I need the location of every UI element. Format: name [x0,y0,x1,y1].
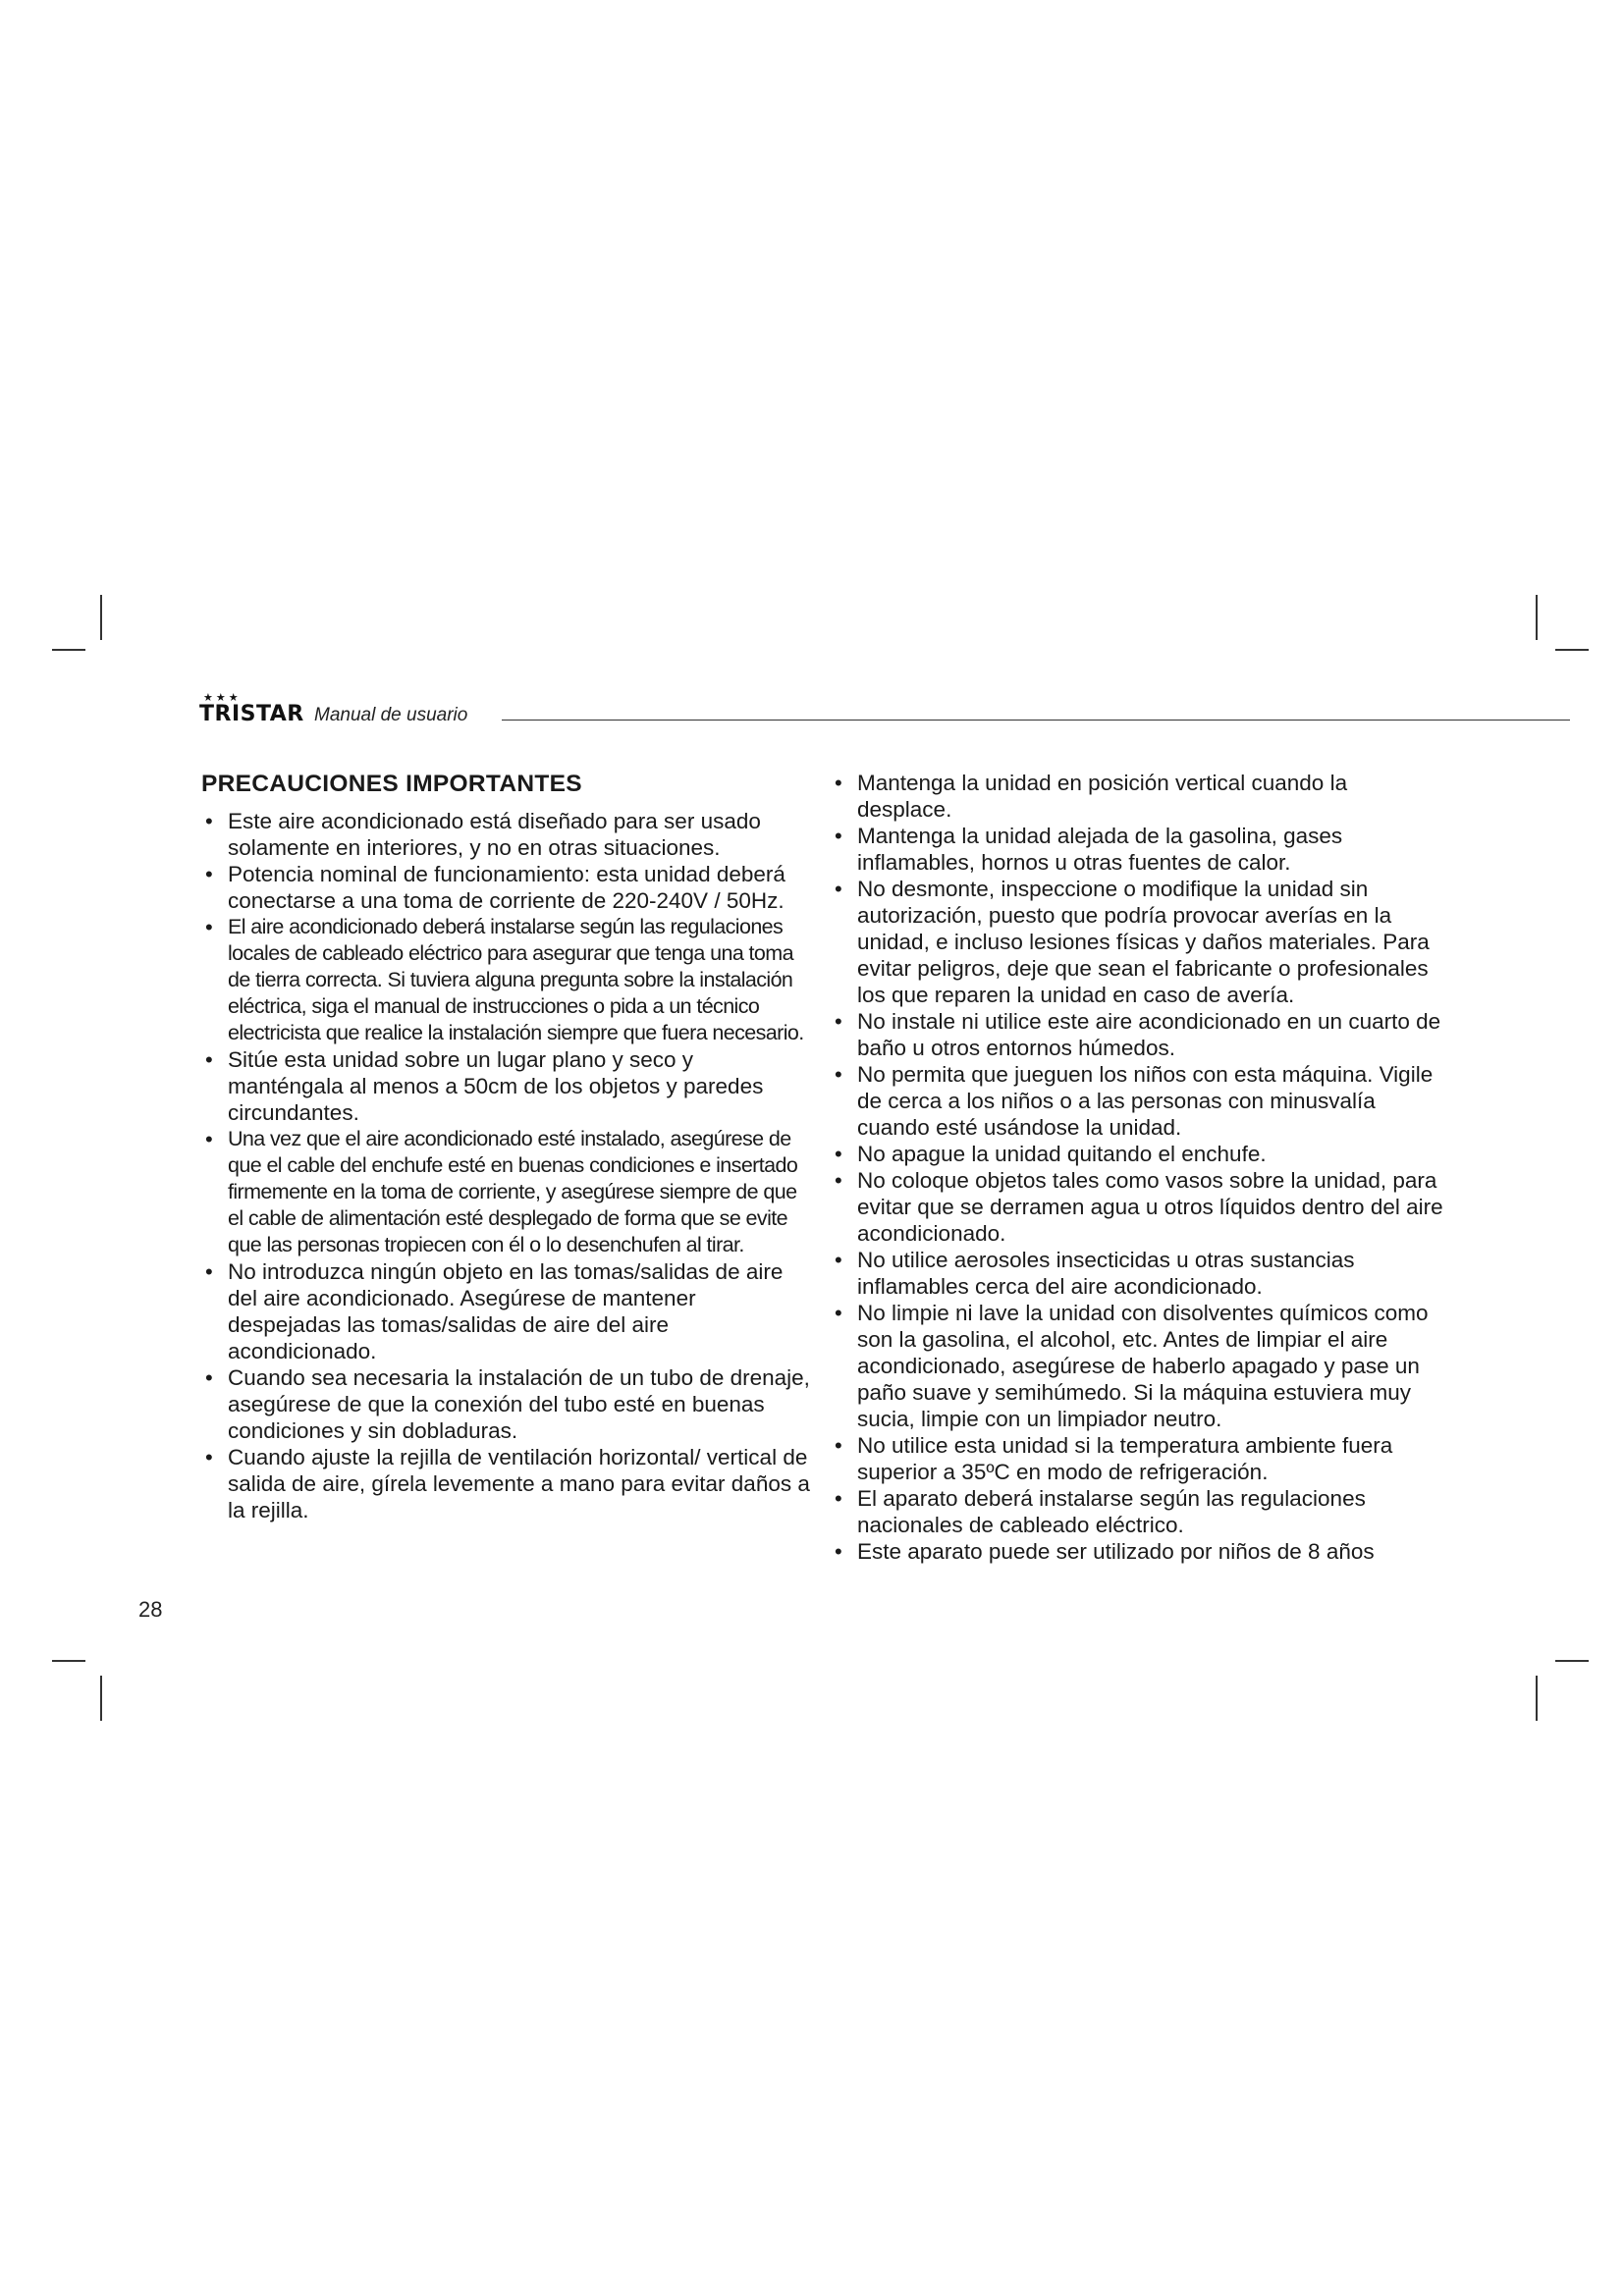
list-item: • El aparato deberá instalarse según las regulaciones nacionales de cableado eléctrico. [835,1486,1366,1537]
left-column [201,770,810,1523]
crop-mark-bottom-right-vertical [1536,1676,1538,1721]
list-item: • No desmonte, inspeccione o modifique la unidad sin autorización, puesto que podría provocar averías en la unidad, e incluso lesiones físicas y daños materiales. Para evitar peligros, deje que sean el fabricante o profesionales los que reparen la unidad en caso de avería. [835,877,1430,1007]
list-item: • No utilice esta unidad si la temperatura ambiente fuera superior a 35ºC en modo de refrigeración. [835,1433,1393,1484]
bullet-icon: • [835,771,842,795]
list-item: • Cuando ajuste la rejilla de ventilación horizontal/ vertical de salida de aire, gírela levemente a mano para evitar daños a la rejilla. [205,1445,810,1522]
page-number: 28 [138,1597,163,1622]
list-item: • Mantenga la unidad alejada de la gasolina, gases inflamables, hornos u otras fuentes de calor. [835,824,1343,875]
crop-mark-bottom-right-horizontal [1555,1660,1589,1662]
bullet-icon: • [205,1365,213,1390]
page-header [199,693,1570,728]
list-item: • El aire acondicionado deberá instalarse según las regulaciones locales de cableado eléctrico para asegurar que tenga una toma de tierra correcta. Si tuviera alguna pregunta sobre la instalación eléctrica, siga el manual de instrucciones o pida a un técnico electricista que realice la instalación siempre que fuera necesario. [205,915,804,1044]
bullet-icon: • [205,1445,213,1469]
list-item: • Una vez que el aire acondicionado esté instalado, asegúrese de que el cable del enchufe esté en buenas condiciones e insertado firmemente en la toma de corriente, y asegúrese siempre de que el cable de alimentación esté desplegado de forma que se evite que las personas tropiecen con él o lo desenchufen al tirar. [205,1127,798,1256]
crop-mark-top-right-vertical [1536,595,1538,640]
list-item: • Este aire acondicionado está diseñado para ser usado solamente en interiores, y no en otras situaciones. [205,809,761,860]
crop-mark-bottom-left-horizontal [52,1660,85,1662]
bullet-icon: • [205,1127,213,1151]
bullet-icon: • [835,1248,842,1272]
right-column [831,770,1444,1565]
list-item: • Sitúe esta unidad sobre un lugar plano y seco y manténgala al menos a 50cm de los objetos y paredes circundantes. [205,1047,764,1125]
section-heading: PRECAUCIONES IMPORTANTES [201,771,582,797]
bullet-icon: • [205,915,213,939]
list-item: • No utilice aerosoles insecticidas u otras sustancias inflamables cerca del aire acondicionado. [835,1248,1355,1299]
list-item: • No apague la unidad quitando el enchufe. [835,1142,1267,1166]
list-item: • No permita que jueguen los niños con esta máquina. Vigile de cerca a los niños o a las personas con minusvalía cuando esté usándose la unidad. [835,1062,1434,1140]
bullet-icon: • [835,1168,842,1193]
bullet-icon: • [205,809,213,833]
list-item: • Potencia nominal de funcionamiento: esta unidad deberá conectarse a una toma de corriente de 220-240V / 50Hz. [205,862,785,913]
precautions-list-right [831,770,1444,1565]
list-item: • Cuando sea necesaria la instalación de un tubo de drenaje, asegúrese de que la conexión del tubo esté en buenas condiciones y sin dobladuras. [205,1365,810,1443]
bullet-icon: • [835,1062,842,1087]
header-rule [502,720,1570,721]
crop-mark-top-left-horizontal [52,649,85,651]
tristar-logo [199,693,305,728]
list-item: • No introduzca ningún objeto en las tomas/salidas de aire del aire acondicionado. Asegúrese de mantener despejadas las tomas/salidas de aire del aire acondicionado. [205,1259,784,1363]
logo-wordmark: TRISTAR [199,702,304,726]
bullet-icon: • [835,1433,842,1458]
bullet-icon: • [835,1301,842,1325]
bullet-icon: • [835,824,842,848]
bullet-icon: • [205,862,213,886]
list-item: • No limpie ni lave la unidad con disolventes químicos como son la gasolina, el alcohol, etc. Antes de limpiar el aire acondicionado, asegúrese de haberlo apagado y pase un paño suave y semihúmedo. Si la máquina estuviera muy sucia, limpie con un limpiador neutro. [835,1301,1429,1431]
bullet-icon: • [835,1142,842,1166]
crop-mark-top-left-vertical [100,595,102,640]
bullet-icon: • [835,877,842,901]
logo-stars: ★★★ [203,692,242,704]
list-item: • Este aparato puede ser utilizado por niños de 8 años [835,1539,1375,1564]
list-item: • No instale ni utilice este aire acondicionado en un cuarto de baño u otros entornos húmedos. [835,1009,1441,1060]
bullet-icon: • [205,1047,213,1072]
list-item: • Mantenga la unidad en posición vertical cuando la desplace. [835,771,1348,822]
bullet-icon: • [835,1009,842,1034]
list-item: • No coloque objetos tales como vasos sobre la unidad, para evitar que se derramen agua u otros líquidos dentro del aire acondicionado. [835,1168,1443,1246]
bullet-icon: • [835,1486,842,1511]
precautions-list-left [201,808,810,1523]
crop-mark-top-right-horizontal [1555,649,1589,651]
bullet-icon: • [205,1259,213,1284]
manual-title: Manual de usuario [314,705,468,725]
bullet-icon: • [835,1539,842,1564]
crop-mark-bottom-left-vertical [100,1676,102,1721]
